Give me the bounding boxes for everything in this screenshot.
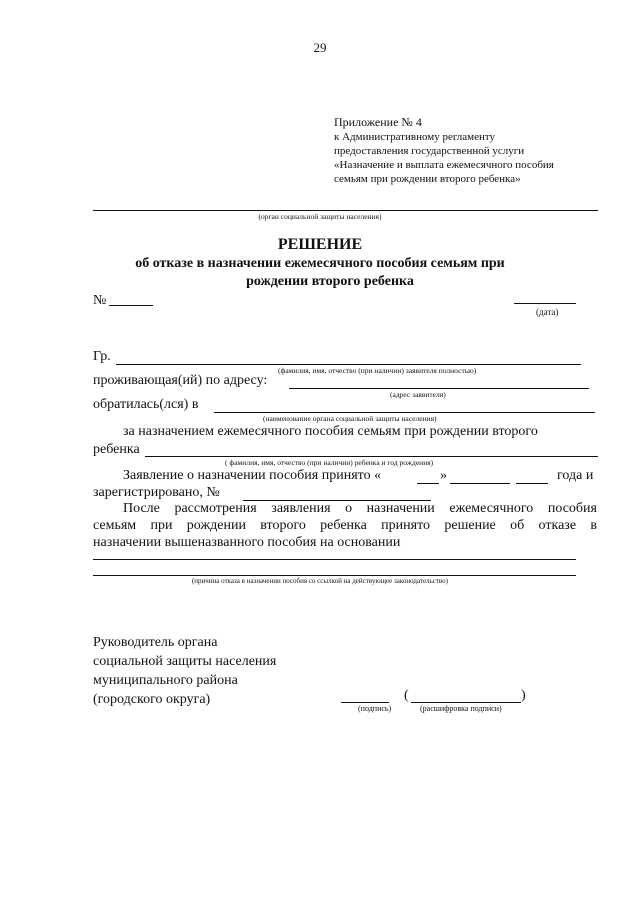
document-title: РЕШЕНИЕ	[277, 236, 363, 253]
appendix-line: «Назначение и выплата ежемесячного пособия	[334, 159, 554, 171]
reason-line-1	[93, 559, 576, 560]
accepted-prefix: Заявление о назначении пособия принято «	[123, 468, 382, 483]
reason-line-2	[93, 575, 576, 576]
signature-line: (городского округа)	[93, 692, 211, 707]
accepted-mid: »	[440, 468, 447, 483]
citizen-caption: (фамилия, имя, отчество (при наличии) заявителя полностью)	[278, 366, 477, 375]
citizen-label: Гр.	[93, 349, 111, 364]
review-line-1: После рассмотрения заявления о назначении ежемесячного пособия	[123, 501, 597, 516]
org-caption: (орган социальной защиты населения)	[258, 212, 382, 221]
date-line	[514, 303, 576, 304]
reason-caption: (причина отказа в назначении пособия со ссылкой на действующее законодательство)	[191, 577, 449, 585]
appendix-line: семьям при рождении второго ребенка»	[334, 173, 521, 185]
child-caption: ( фамилия, имя, отчество (при наличии) ребенка и год рождения)	[225, 458, 434, 467]
signature-decode-line	[411, 702, 521, 703]
accepted-day-line	[417, 483, 439, 484]
registered-label: зарегистрировано, №	[93, 485, 220, 500]
address-line	[289, 388, 589, 389]
applied-line	[214, 412, 595, 413]
appendix-line: предоставления государственной услуги	[334, 145, 525, 157]
decode-caption: (расшифровка подписи)	[420, 704, 502, 713]
decode-open-paren: (	[404, 688, 409, 703]
citizen-line	[116, 364, 581, 365]
accepted-year-line	[516, 483, 548, 484]
signature-line: социальной защиты населения	[93, 654, 277, 669]
signature-block	[93, 633, 276, 709]
document-subtitle-cont: рождении второго ребенка	[246, 274, 414, 289]
document-subtitle: об отказе в назначении ежемесячного пособия семьям при	[135, 256, 505, 271]
appendix-line: к Административному регламенту	[334, 131, 496, 143]
child-label: ребенка	[93, 442, 140, 457]
review-line-2: семьям при рождении второго ребенка принято решение об отказе в	[93, 518, 597, 533]
number-label: №	[93, 293, 107, 308]
sign-caption: (подпись)	[358, 704, 392, 713]
number-line	[109, 305, 153, 306]
child-line	[145, 456, 598, 457]
date-caption: (дата)	[536, 307, 559, 317]
accepted-month-line	[450, 483, 510, 484]
address-label: проживающая(ий) по адресу:	[93, 373, 268, 388]
org-name-line	[93, 210, 598, 211]
signature-line: муниципального района	[93, 673, 238, 688]
applied-label: обратилась(лся) в	[93, 397, 199, 412]
accepted-suffix: года и	[557, 468, 594, 483]
purpose-line: за назначением ежемесячного пособия семьям при рождении второго	[123, 424, 538, 439]
appendix-title: Приложение № 4	[334, 115, 422, 129]
signature-line: Руководитель органа	[93, 635, 218, 650]
signature-sign-line	[341, 702, 389, 703]
review-line-3: назначении вышеназванного пособия на основании	[93, 535, 401, 550]
appendix-block	[334, 115, 554, 186]
applied-caption: (наименование органа социальной защиты населения)	[263, 414, 437, 423]
decode-close-paren: )	[521, 688, 526, 703]
address-caption: (адрес заявителя)	[390, 390, 446, 399]
page-number: 29	[313, 40, 327, 55]
